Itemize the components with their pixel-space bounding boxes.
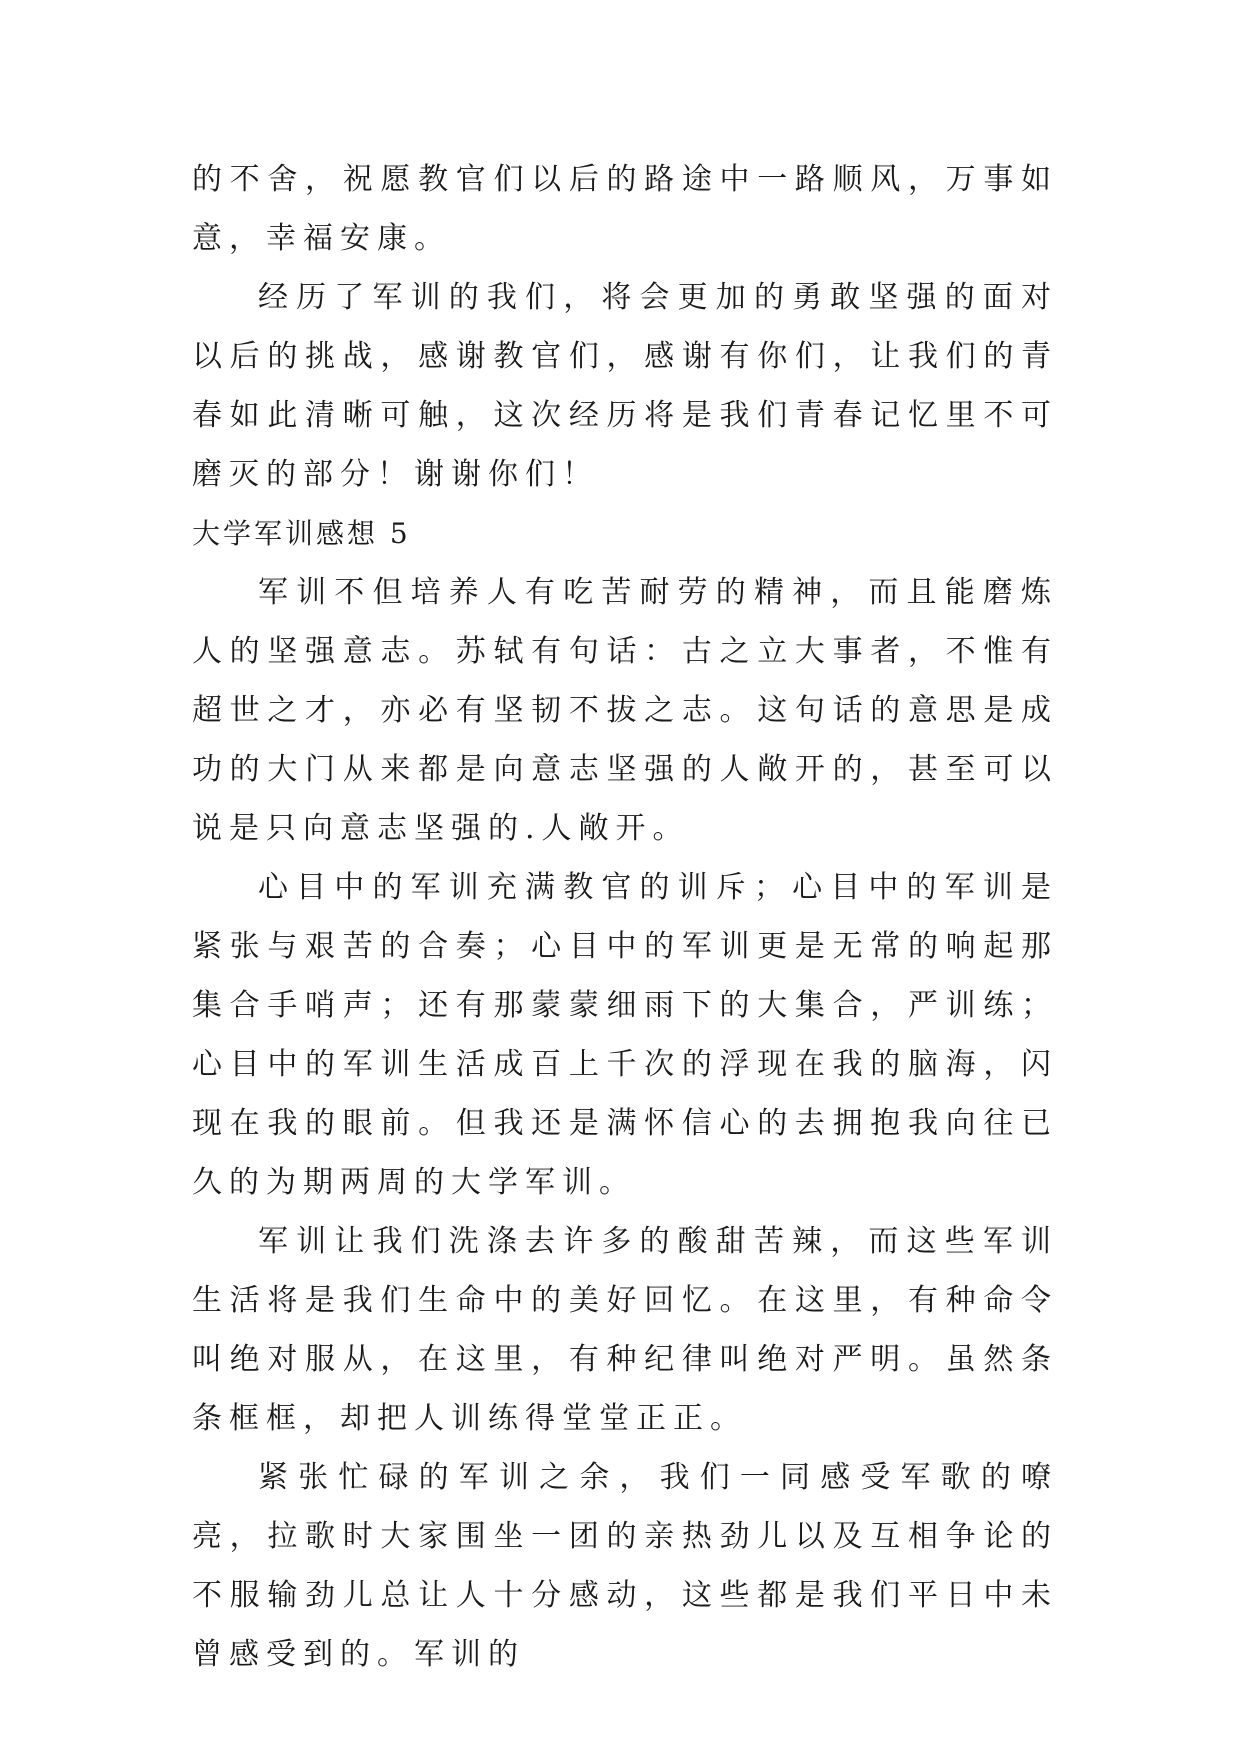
paragraph-thanks: 经历了军训的我们，将会更加的勇敢坚强的面对以后的挑战，感谢教官们，感谢有你们，让我们的青春如此清晰可触，这次经历将是我们青春记忆里不可磨灭的部分！谢谢你们！: [192, 280, 1058, 492]
document-page: [192, 150, 1058, 1684]
paragraph-expectations: 心目中的军训充满教官的训斥；心目中的军训是紧张与艰苦的合奏；心目中的军训更是无常的响起那集合手哨声；还有那蒙蒙细雨下的大集合，严训练；心目中的军训生活成百上千次的浮现在我的脑海，闪现在我的眼前。但我还是满怀信心的去拥抱我向往已久的为期两周的大学军训。: [192, 870, 1058, 1200]
paragraph-continuation: 的不舍，祝愿教官们以后的路途中一路顺风，万事如意，幸福安康。: [192, 162, 1058, 256]
paragraph-songs: 紧张忙碌的军训之余，我们一同感受军歌的嘹亮，拉歌时大家围坐一团的亲热劲儿以及互相争论的不服输劲儿总让人十分感动，这些都是我们平日中未曾感受到的。军训的: [192, 1460, 1058, 1672]
section-heading: 大学军训感想 5: [192, 517, 411, 550]
paragraph-discipline: 军训让我们洗涤去许多的酸甜苦辣，而这些军训生活将是我们生命中的美好回忆。在这里，有种命令叫绝对服从，在这里，有种纪律叫绝对严明。虽然条条框框，却把人训练得堂堂正正。: [192, 1224, 1058, 1436]
paragraph-willpower: 军训不但培养人有吃苦耐劳的精神，而且能磨炼人的坚强意志。苏轼有句话：古之立大事者，不惟有超世之才，亦必有坚韧不拔之志。这句话的意思是成功的大门从来都是向意志坚强的人敞开的，甚至可以说是只向意志坚强的.人敞开。: [192, 575, 1058, 846]
